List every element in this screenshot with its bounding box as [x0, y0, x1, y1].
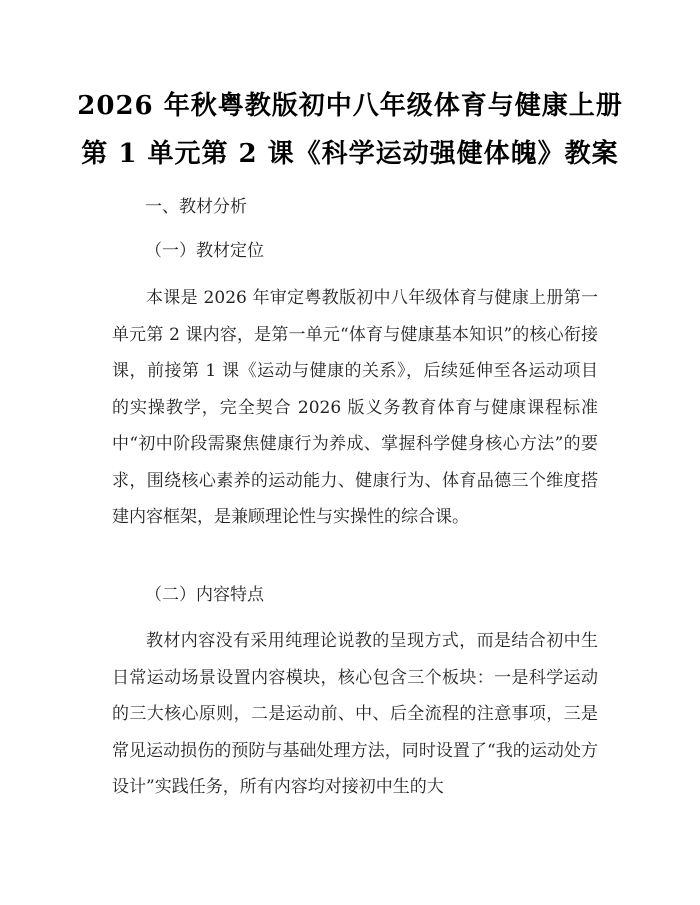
paragraph-material-positioning: 本课是 2026 年审定粤教版初中八年级体育与健康上册第一单元第 2 课内容，是第一单元“体育与健康基本知识”的核心衔接课，前接第 1 课《运动与健康的关系》，后续延伸至各运动项目的实操教学，完全契合 2026 版义务教育体育与健康课程标准中“初中阶段需聚焦健康行为养成、掌握科学健身核心方法”的要求，围绕核心素养的运动能力、健康行为、体育品德三个维度搭建内容框架，是兼顾理论性与实操性的综合课。 [112, 288, 598, 527]
subsection-heading-material-positioning: （一）教材定位 [145, 241, 264, 261]
paragraph-content-features: 教材内容没有采用纯理论说教的呈现方式，而是结合初中生日常运动场景设置内容模块，核心包含三个板块：一是科学运动的三大核心原则，二是运动前、中、后全流程的注意事项，三是常见运动损伤的预防与基础处理方法，同时设置了“我的运动处方设计”实践任务，所有内容均对接初中生的大 [112, 631, 598, 797]
document-title-line-2: 第 1 单元第 2 课《科学运动强健体魄》教案 [81, 139, 619, 169]
section-heading-teaching-material-analysis: 一、教材分析 [145, 197, 247, 217]
document-title-line-1: 2026 年秋粤教版初中八年级体育与健康上册 [77, 91, 623, 121]
subsection-heading-content-features: （二）内容特点 [145, 585, 264, 605]
